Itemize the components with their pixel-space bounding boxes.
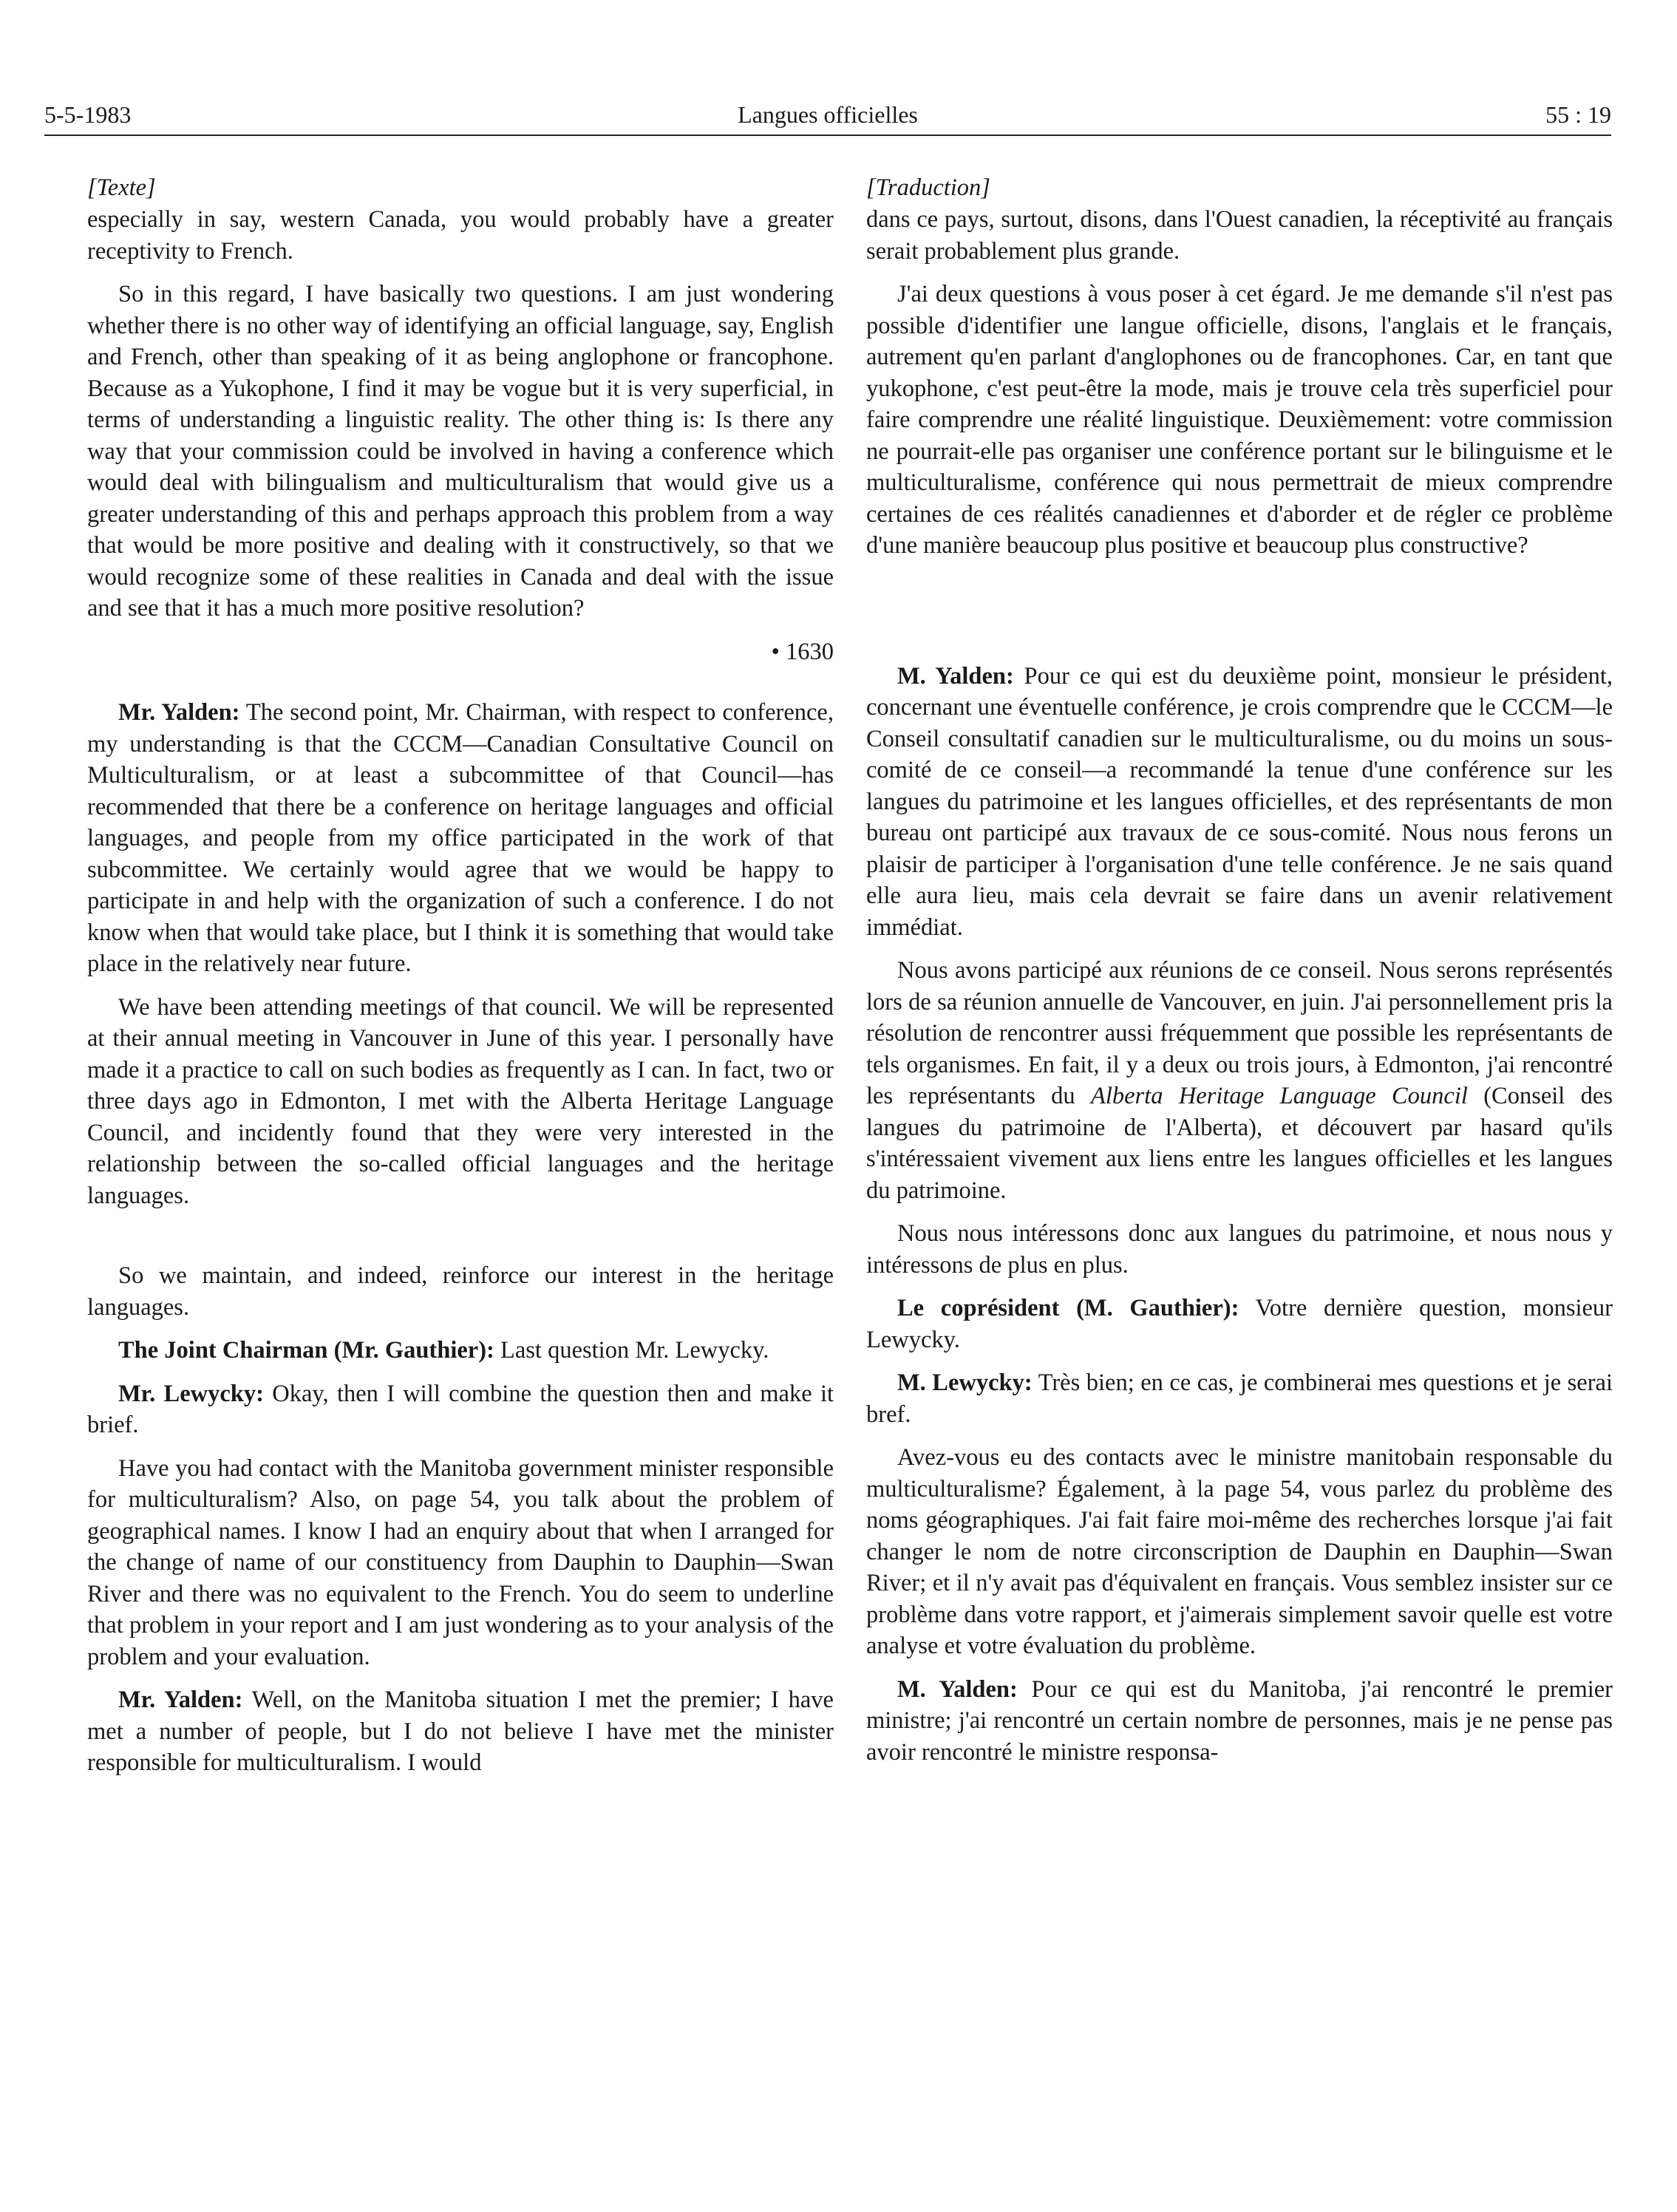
speaker-name: Le coprésident (M. Gauthier): — [897, 1295, 1239, 1321]
header-title: Langues officielles — [738, 101, 918, 128]
page-header — [44, 95, 1611, 136]
paragraph: Have you had contact with the Manitoba government minister responsible for multiculturalism? Also, on page 54, you talk about the problem of geographical names. I know I had an enquiry about that when I arranged for the change of name of our constituency from Dauphin to Dauphin—Swan River and there was no equivalent to the French. You do seem to underline that problem in your report and I am just wondering as to your analysis of the problem and your evaluation. — [87, 1454, 834, 1670]
speech-text: Pour ce qui est du deuxième point, monsieur le président, concernant une éventuelle conférence, je crois comprendre que le CCCM—le Conseil consultatif canadien sur le multiculturalisme, ou du moins un sous-comité de ce conseil—a recommandé la tenue d'une conférence sur les langues du patrimoine et les langues officielles, et des représentants de mon bureau ont participé aux travaux de ce sous-comité. Nous nous ferons un plaisir de participer à l'organisation d'une telle conférence. Je ne sais quand elle aura lieu, mais cela devrait se faire dans un avenir relativement immédiat. — [866, 662, 1613, 941]
speech-text: Pour ce qui est du Manitoba, j'ai rencontré le premier ministre; j'ai rencontré un certain nombre de personnes, mais je ne pense pas avoir rencontré le ministre responsa- — [866, 1675, 1613, 1766]
speaker-paragraph — [87, 1684, 834, 1779]
council-name: Alberta Heritage Language Council — [1091, 1083, 1468, 1109]
speaker-name: The Joint Chairman (Mr. Gauthier): — [118, 1337, 494, 1364]
spacer — [866, 574, 1613, 661]
paragraph: dans ce pays, surtout, disons, dans l'Ouest canadien, la réceptivité au français serait probablement plus grande. — [866, 206, 1613, 265]
speech-text: The second point, Mr. Chairman, with respect to conference, my understanding is that the CCCM—Canadian Consultative Council on Multiculturalism, or at least a subcommittee of that Council—has recommended that there be a conference on heritage languages and official languages, and people from my office participated in the work of that subcommittee. We certainly would agree that we would be happy to participate in and help with the organization of such a conference. I do not know when that would take place, but I think it is something that would take place in the relatively near future. — [87, 699, 834, 977]
speaker-paragraph — [87, 1335, 834, 1367]
paragraph: J'ai deux questions à vous poser à cet égard. Je me demande s'il n'est pas possible d'identifier une langue officielle, disons, l'anglais et le français, autrement qu'en parlant d'anglophones ou de francophones. Car, en tant que yukophone, c'est peut-être la mode, mais je trouve cela très superficiel pour faire comprendre une réalité linguistique. Deuxièmement: votre commission ne pourrait-elle pas organiser une conférence portant sur le bilinguisme et le multiculturalisme, conférence qui nous permettrait de mieux comprendre certaines de ces réalités canadiennes et d'aborder et de régler ce problème d'une manière beaucoup plus positive et beaucoup plus constructive? — [866, 281, 1613, 559]
speech-text: Last question Mr. Lewycky. — [494, 1337, 769, 1364]
timestamp: • 1630 — [771, 638, 834, 665]
paragraph: So in this regard, I have basically two questions. I am just wondering whether there is no other way of identifying an official language, say, English and French, other than speaking of it as being anglophone or francophone. Because as a Yukophone, I find it may be vogue but it is very superficial, in terms of understanding a linguistic reality. The other thing is: Is there any way that your commission could be involved in having a conference which would deal with bilingualism and multiculturalism that would give us a greater understanding of this and perhaps approach this problem from a way that would be more positive and dealing with it constructively, so that we would recognize some of these realities in Canada and deal with the issue and see that it has a much more positive resolution? — [87, 281, 834, 622]
speaker-name: M. Yalden: — [897, 1675, 1018, 1703]
header-date: 5-5-1983 — [44, 101, 132, 128]
speaker-paragraph — [866, 1674, 1613, 1769]
speaker-paragraph — [87, 697, 834, 980]
speaker-name: M. Yalden: — [897, 662, 1014, 690]
speech-text: Okay, then I will combine the question then and make it brief. — [87, 1380, 834, 1438]
paragraph: especially in say, western Canada, you would probably have a greater receptivity to French. — [87, 206, 834, 265]
column-label: [Texte] — [87, 174, 156, 201]
paragraph: We have been attending meetings of that council. We will be represented at their annual meeting in Vancouver in June of this year. I personally have made it a practice to call on such bodies as frequently as I can. In fact, two or three days ago in Edmonton, I met with the Alberta Heritage Language Council, and incidently found that they were very interested in the relationship between the so-called official languages and the heritage languages. — [87, 993, 834, 1209]
header-page-number: 55 : 19 — [1545, 101, 1611, 128]
paragraph: Nous nous intéressons donc aux langues du patrimoine, et nous nous y intéressons de plus en plus. — [866, 1220, 1613, 1279]
speaker-paragraph — [866, 1367, 1613, 1430]
speaker-name: Mr. Lewycky: — [118, 1380, 264, 1407]
column-label: [Traduction] — [866, 174, 990, 201]
french-column — [866, 171, 1613, 1780]
speech-text: Well, on the Manitoba situation I met the premier; I have met a number of people, but I do not believe I have met the minister responsible for multiculturalism. I would — [87, 1687, 834, 1776]
speech-text: Votre dernière question, monsieur Lewycky. — [866, 1295, 1613, 1353]
paragraph: So we maintain, and indeed, reinforce our interest in the heritage languages. — [87, 1262, 834, 1321]
speaker-paragraph — [866, 661, 1613, 944]
speaker-name: Mr. Yalden: — [118, 699, 240, 726]
speaker-name: M. Lewycky: — [897, 1369, 1033, 1396]
paragraph: Avez-vous eu des contacts avec le ministre manitobain responsable du multiculturalisme? Également, à la page 54, vous parlez du problème des noms géographiques. J'ai fait faire moi-même des recherches lorsque j'ai fait changer le nom de notre circonscription de Dauphin en Dauphin—Swan River; et il n'y avait pas d'équivalent en français. Vous semblez insister sur ce problème dans votre rapport, et j'aimerais simplement savoir quelle est votre analyse et votre évaluation du problème. — [866, 1444, 1613, 1659]
speaker-name: Mr. Yalden: — [118, 1687, 243, 1713]
speech-text: (Conseil des langues du patrimoine de l'Alberta), et découvert par hasard qu'ils s'intéressaient vivement aux liens entre les langues officielles et les langues du patrimoine. — [866, 1083, 1613, 1204]
spacer — [87, 1223, 834, 1260]
speech-text: Très bien; en ce cas, je combinerai mes questions et je serai bref. — [866, 1369, 1613, 1428]
speaker-paragraph — [87, 1378, 834, 1441]
paragraph — [866, 955, 1613, 1206]
speech-text: Nous avons participé aux réunions de ce conseil. Nous serons représentés lors de sa réunion annuelle de Vancouver, en juin. J'ai personnellement pris la résolution de rencontrer aussi fréquemment que possible les représentants de tels organismes. En fait, il y a deux ou trois jours, à Edmonton, j'ai rencontré les représentants du — [866, 957, 1613, 1109]
english-column — [87, 171, 834, 1791]
speaker-paragraph — [866, 1293, 1613, 1355]
